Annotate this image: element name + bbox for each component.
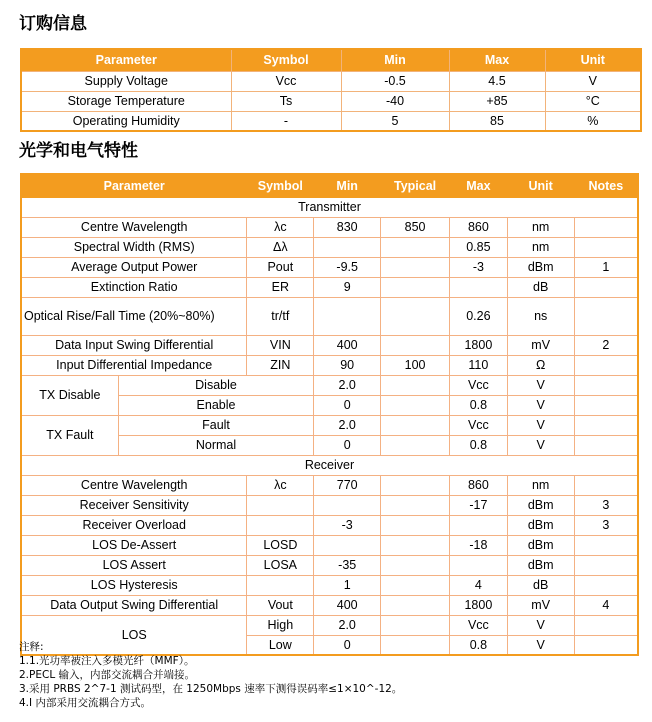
table-row	[21, 555, 638, 575]
table-cell	[574, 355, 638, 375]
table-cell: tr/tf	[247, 297, 314, 335]
table-cell: High	[247, 615, 314, 635]
table-cell: Optical Rise/Fall Time (20%~80%)	[21, 297, 247, 335]
table-cell	[314, 495, 381, 515]
table-cell	[381, 335, 450, 355]
table-cell	[381, 257, 450, 277]
table-cell: 400	[314, 335, 381, 355]
table-cell: V	[507, 435, 574, 455]
table-cell: 0.8	[450, 435, 508, 455]
table-cell: dBm	[507, 495, 574, 515]
table-cell: 1	[574, 257, 638, 277]
section-row	[21, 197, 638, 217]
empty-cell	[381, 615, 450, 635]
table-row	[21, 615, 638, 635]
note-3: 3.采用 PRBS 2^7-1 测试码型，在 1250Mbps 速率下测得误码率≤1×10^-12。	[19, 683, 403, 695]
table-cell: 4.5	[449, 71, 545, 91]
table-cell: Vcc	[450, 615, 508, 635]
table-cell: dBm	[507, 555, 574, 575]
table-cell: 0	[314, 635, 381, 655]
table-cell	[381, 595, 450, 615]
table-row	[21, 535, 638, 555]
table-cell: Low	[247, 635, 314, 655]
table-cell: -9.5	[314, 257, 381, 277]
table-cell: 0	[314, 435, 381, 455]
table-cell: nm	[507, 237, 574, 257]
table-cell: °C	[545, 91, 641, 111]
optical-table	[20, 173, 639, 656]
table-cell: 1	[314, 575, 381, 595]
note-4: 4.I 内部采用交流耦合方式。	[19, 697, 151, 709]
table-cell: -3	[314, 515, 381, 535]
table-cell: +85	[449, 91, 545, 111]
table-cell: mV	[507, 595, 574, 615]
table-cell: -0.5	[341, 71, 449, 91]
table-cell: 4	[574, 595, 638, 615]
table-cell	[381, 535, 450, 555]
table-cell	[314, 535, 381, 555]
column-header: Unit	[507, 174, 574, 197]
table-cell: 100	[381, 355, 450, 375]
table-cell: Data Input Swing Differential	[21, 335, 247, 355]
table-cell: LOS Assert	[21, 555, 247, 575]
column-header: Parameter	[21, 174, 247, 197]
table-cell	[381, 555, 450, 575]
column-header: Max	[449, 49, 545, 71]
empty-cell	[381, 435, 450, 455]
table-cell	[574, 237, 638, 257]
table-cell	[450, 555, 508, 575]
table-cell: ER	[247, 277, 314, 297]
header-row	[21, 174, 638, 197]
table-cell: Centre Wavelength	[21, 475, 247, 495]
table-cell: 400	[314, 595, 381, 615]
table-cell: ns	[507, 297, 574, 335]
note-1: 1.1.光功率被注入多模光纤（MMF）。	[19, 655, 195, 667]
table-cell: Receiver Overload	[21, 515, 247, 535]
empty-cell	[381, 395, 450, 415]
table-cell: Spectral Width (RMS)	[21, 237, 247, 257]
section-label-receiver: Receiver	[21, 455, 638, 475]
ordering-title: 订购信息	[19, 14, 87, 34]
table-cell: 770	[314, 475, 381, 495]
table-cell: 2	[574, 335, 638, 355]
table-cell: dBm	[507, 257, 574, 277]
table-cell: 2.0	[314, 375, 381, 395]
column-header: Symbol	[247, 174, 314, 197]
table-cell: λc	[247, 217, 314, 237]
table-cell: Receiver Sensitivity	[21, 495, 247, 515]
table-cell: -18	[450, 535, 508, 555]
table-cell: -17	[450, 495, 508, 515]
table-cell	[574, 277, 638, 297]
column-header: Max	[450, 174, 508, 197]
table-cell: LOS Hysteresis	[21, 575, 247, 595]
table-row	[21, 575, 638, 595]
group-label: TX Disable	[21, 375, 118, 415]
table-cell: λc	[247, 475, 314, 495]
table-row	[21, 495, 638, 515]
table-cell	[450, 277, 508, 297]
table-cell: Average Output Power	[21, 257, 247, 277]
table-cell: V	[507, 375, 574, 395]
table-cell	[381, 475, 450, 495]
table-cell	[381, 297, 450, 335]
table-cell: Ts	[231, 91, 341, 111]
table-cell: 2.0	[314, 615, 381, 635]
table-cell	[314, 237, 381, 257]
table-cell: nm	[507, 217, 574, 237]
table-row	[21, 475, 638, 495]
table-cell: V	[507, 395, 574, 415]
table-row	[21, 335, 638, 355]
empty-cell	[574, 415, 638, 435]
ordering-table	[20, 48, 642, 132]
table-cell: V	[545, 71, 641, 91]
table-cell: -	[231, 111, 341, 131]
table-cell: Centre Wavelength	[21, 217, 247, 237]
table-cell	[247, 495, 314, 515]
table-cell: LOS De-Assert	[21, 535, 247, 555]
table-cell: dBm	[507, 535, 574, 555]
table-cell: ZIN	[247, 355, 314, 375]
table-cell	[574, 535, 638, 555]
table-cell: 1800	[450, 595, 508, 615]
notes-block	[19, 640, 402, 710]
table-cell: Vcc	[450, 415, 508, 435]
table-cell: 3	[574, 515, 638, 535]
empty-cell	[574, 635, 638, 655]
table-cell: %	[545, 111, 641, 131]
table-cell: 110	[450, 355, 508, 375]
table-cell: 90	[314, 355, 381, 375]
table-row	[21, 217, 638, 237]
table-cell: 0.8	[450, 635, 508, 655]
table-cell: Ω	[507, 355, 574, 375]
table-cell: -35	[314, 555, 381, 575]
table-cell: V	[507, 415, 574, 435]
table-cell	[381, 495, 450, 515]
table-cell: 85	[449, 111, 545, 131]
group-label: LOS	[21, 615, 247, 655]
table-cell	[314, 297, 381, 335]
column-header: Min	[341, 49, 449, 71]
column-header: Typical	[381, 174, 450, 197]
table-cell: Δλ	[247, 237, 314, 257]
table-cell: 2.0	[314, 415, 381, 435]
table-row	[21, 257, 638, 277]
table-cell	[574, 217, 638, 237]
table-cell: LOSA	[247, 555, 314, 575]
column-header: Min	[314, 174, 381, 197]
table-cell: 830	[314, 217, 381, 237]
empty-cell	[574, 395, 638, 415]
table-cell: Supply Voltage	[21, 71, 231, 91]
table-row	[21, 355, 638, 375]
table-cell: 9	[314, 277, 381, 297]
header-row	[21, 49, 641, 71]
table-cell: 0.85	[450, 237, 508, 257]
column-header: Symbol	[231, 49, 341, 71]
table-cell	[450, 515, 508, 535]
table-cell: LOSD	[247, 535, 314, 555]
table-cell: dB	[507, 277, 574, 297]
table-row	[21, 91, 641, 111]
table-cell: 0	[314, 395, 381, 415]
table-cell: 1800	[450, 335, 508, 355]
table-cell: Data Output Swing Differential	[21, 595, 247, 615]
column-header: Notes	[574, 174, 638, 197]
table-cell: Pout	[247, 257, 314, 277]
table-cell	[574, 555, 638, 575]
table-cell: 4	[450, 575, 508, 595]
table-cell: mV	[507, 335, 574, 355]
table-cell	[247, 575, 314, 595]
table-cell	[381, 575, 450, 595]
section-label-transmitter: Transmitter	[21, 197, 638, 217]
table-cell: Normal	[118, 435, 314, 455]
notes-label: 注释:	[19, 641, 44, 653]
table-cell: V	[507, 635, 574, 655]
table-cell: Vout	[247, 595, 314, 615]
table-cell: Extinction Ratio	[21, 277, 247, 297]
group-label: TX Fault	[21, 415, 118, 455]
table-cell: Input Differential Impedance	[21, 355, 247, 375]
table-row	[21, 515, 638, 535]
table-cell	[381, 515, 450, 535]
table-cell: 5	[341, 111, 449, 131]
table-cell: V	[507, 615, 574, 635]
table-cell: dB	[507, 575, 574, 595]
table-cell: Vcc	[231, 71, 341, 91]
table-cell: 3	[574, 495, 638, 515]
table-cell	[247, 515, 314, 535]
table-cell: 0.26	[450, 297, 508, 335]
table-row	[21, 111, 641, 131]
table-cell: Vcc	[450, 375, 508, 395]
table-cell: Enable	[118, 395, 314, 415]
table-cell: Storage Temperature	[21, 91, 231, 111]
table-row	[21, 415, 638, 435]
table-cell: -3	[450, 257, 508, 277]
table-cell	[381, 237, 450, 257]
table-cell	[381, 277, 450, 297]
table-row	[21, 277, 638, 297]
column-header: Unit	[545, 49, 641, 71]
table-cell: nm	[507, 475, 574, 495]
table-cell: dBm	[507, 515, 574, 535]
table-cell: 860	[450, 217, 508, 237]
table-row	[21, 595, 638, 615]
table-cell	[574, 297, 638, 335]
empty-cell	[574, 615, 638, 635]
table-row	[21, 237, 638, 257]
table-cell	[574, 475, 638, 495]
table-cell: 860	[450, 475, 508, 495]
table-cell: -40	[341, 91, 449, 111]
optical-title: 光学和电气特性	[19, 141, 138, 161]
table-cell: 850	[381, 217, 450, 237]
table-row	[21, 375, 638, 395]
table-cell: VIN	[247, 335, 314, 355]
table-cell: Fault	[118, 415, 314, 435]
table-cell: 0.8	[450, 395, 508, 415]
empty-cell	[574, 375, 638, 395]
table-row	[21, 297, 638, 335]
column-header: Parameter	[21, 49, 231, 71]
table-cell	[574, 575, 638, 595]
section-row	[21, 455, 638, 475]
table-cell: Disable	[118, 375, 314, 395]
empty-cell	[381, 375, 450, 395]
table-row	[21, 71, 641, 91]
note-2: 2.PECL 输入，内部交流耦合并端接。	[19, 669, 196, 681]
table-cell: Operating Humidity	[21, 111, 231, 131]
empty-cell	[574, 435, 638, 455]
empty-cell	[381, 415, 450, 435]
